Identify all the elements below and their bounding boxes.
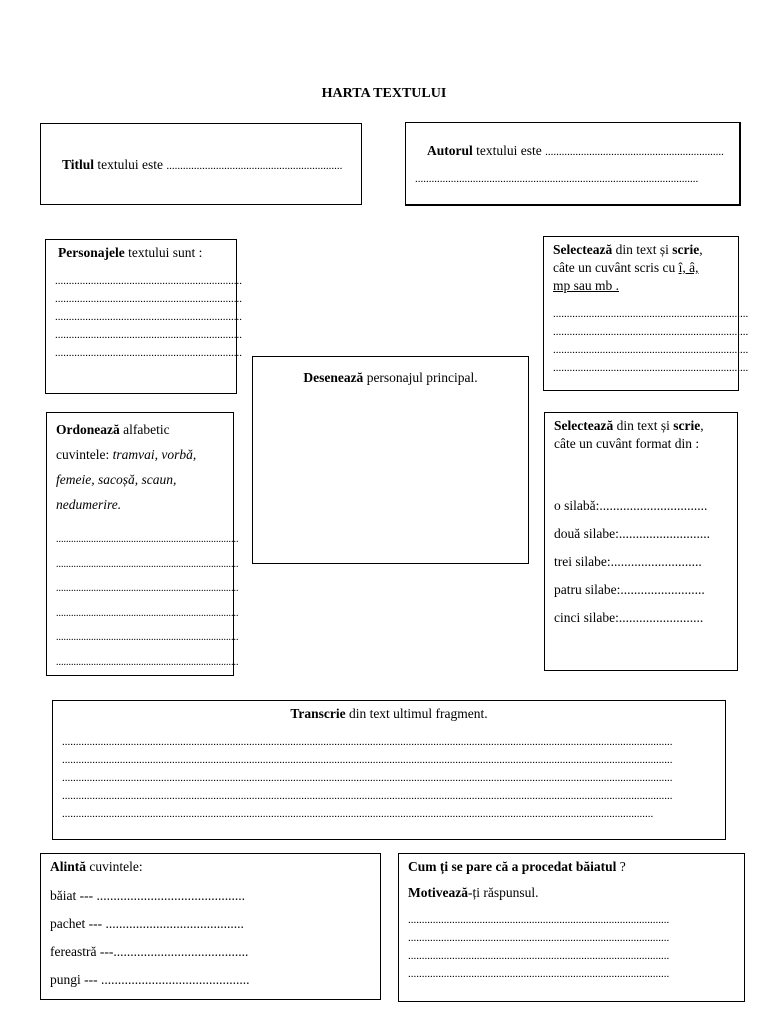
diminutive-answer-line[interactable]: ............................................ <box>101 972 250 987</box>
syllable-label: patru silabe: <box>554 582 621 597</box>
opinion-motivate-text: -ți răspunsul. <box>467 885 539 900</box>
syllable-label: cinci silabe: <box>554 610 619 625</box>
order-words-answer-line[interactable]: ......................................................................... <box>56 534 239 545</box>
select-sounds-answer-line[interactable]: ....................................................................... <box>553 362 749 374</box>
select-syllables-prompt <box>554 417 704 453</box>
order-words-list-2: femeie, sacoșă, scaun, <box>56 472 177 487</box>
syllable-label: două silabe: <box>554 526 619 541</box>
syllable-answer-line[interactable]: ................................ <box>599 498 708 513</box>
diminutive-answer-line[interactable]: ........................................ <box>113 944 249 959</box>
select-syllables-bold-2: scrie <box>673 418 701 433</box>
opinion-box <box>398 853 745 1002</box>
opinion-answer-line[interactable]: ............................................................................................... <box>408 932 670 944</box>
characters-answer-line[interactable]: .................................................................... <box>55 329 242 341</box>
select-sounds-line-2: câte un cuvânt scris cu <box>553 260 679 275</box>
order-words-line-2: cuvintele: <box>56 447 113 462</box>
transcribe-answer-line[interactable]: .............................................................................................................................................................................................................................. <box>62 736 673 748</box>
order-words-text: alfabetic <box>119 422 170 437</box>
order-words-box <box>46 412 239 676</box>
transcribe-prompt-bold: Transcrie <box>290 706 346 721</box>
opinion-question-text: ? <box>616 859 626 874</box>
select-sounds-prompt <box>553 241 703 295</box>
diminutive-word: pungi --- <box>50 972 101 987</box>
drawing-prompt-text: personajul principal. <box>363 370 478 385</box>
author-answer-line-2[interactable]: ....................................................................................................... <box>415 173 699 185</box>
syllable-label: o silabă: <box>554 498 600 513</box>
diminutive-prompt-text: cuvintele: <box>86 859 143 874</box>
drawing-box[interactable] <box>252 356 529 564</box>
syllable-row <box>554 576 710 604</box>
opinion-motivate <box>408 884 538 902</box>
syllable-row <box>554 604 710 632</box>
opinion-question-bold: Cum ți se pare că a procedat băiatul <box>408 859 617 874</box>
order-words-answer-line[interactable]: ......................................................................... <box>56 656 239 668</box>
select-sounds-bold-1: Selectează <box>553 242 613 257</box>
syllable-answer-line[interactable]: ......................... <box>618 610 704 625</box>
select-sounds-bold-2: scrie <box>672 242 700 257</box>
select-sounds-letters-2: mp sau mb . <box>553 278 619 293</box>
opinion-question <box>408 858 626 876</box>
diminutive-word: fereastră --- <box>50 944 114 959</box>
diminutive-row <box>50 910 250 938</box>
characters-box <box>45 239 242 394</box>
select-sounds-text-1: din text și <box>612 242 673 257</box>
order-words-bold: Ordonează <box>56 422 120 437</box>
drawing-prompt <box>253 369 528 387</box>
syllable-answer-line[interactable]: ......................... <box>620 582 705 597</box>
syllable-row <box>554 492 710 520</box>
diminutive-word: băiat --- <box>50 888 97 903</box>
order-words-list-1: tramvai, vorbă, <box>112 447 197 462</box>
characters-answer-line[interactable]: .................................................................... <box>55 311 242 323</box>
select-syllables-box <box>544 412 738 671</box>
characters-prompt-bold: Personajele <box>58 245 125 260</box>
diminutive-row <box>50 966 250 994</box>
opinion-answer-line[interactable]: ............................................................................................... <box>408 968 670 980</box>
diminutive-word: pachet --- <box>50 916 106 931</box>
select-syllables-bold-1: Selectează <box>554 418 614 433</box>
diminutive-answer-line[interactable]: ......................................... <box>105 916 244 931</box>
transcribe-answer-line[interactable]: .............................................................................................................................................................................................................................. <box>62 772 673 784</box>
diminutive-prompt-bold: Alintă <box>50 859 87 874</box>
author-prompt <box>427 142 724 161</box>
select-sounds-text-2: , <box>699 242 703 257</box>
syllable-answer-line[interactable]: ........................... <box>618 526 710 541</box>
characters-answer-line[interactable]: .................................................................... <box>55 275 242 287</box>
syllable-row <box>554 520 710 548</box>
opinion-motivate-bold: Motivează <box>408 885 468 900</box>
title-prompt-text: textului este <box>94 157 167 172</box>
syllable-answer-line[interactable]: ........................... <box>610 554 702 569</box>
title-prompt-bold: Titlul <box>62 157 95 172</box>
characters-prompt-text: textului sunt : <box>124 245 203 260</box>
diminutive-row <box>50 882 250 910</box>
diminutive-prompt <box>50 858 143 876</box>
select-sounds-answer-line[interactable]: ....................................................................... <box>553 326 749 338</box>
order-words-answer-line[interactable]: ......................................................................... <box>56 558 239 570</box>
order-words-prompt <box>56 417 196 517</box>
select-syllables-line-2: câte un cuvânt format din : <box>554 436 700 451</box>
select-sounds-box <box>543 236 749 391</box>
drawing-prompt-bold: Desenează <box>303 370 364 385</box>
order-words-answer-line[interactable]: ......................................................................... <box>56 632 239 643</box>
diminutive-row <box>50 938 250 966</box>
opinion-answer-line[interactable]: ............................................................................................... <box>408 914 670 926</box>
author-prompt-bold: Autorul <box>427 143 473 158</box>
transcribe-prompt <box>53 705 725 723</box>
order-words-answer-line[interactable]: ......................................................................... <box>56 583 239 594</box>
transcribe-answer-line[interactable]: .............................................................................................................................................................................................................................. <box>62 790 673 802</box>
select-sounds-answer-line[interactable]: ....................................................................... <box>553 344 749 356</box>
order-words-answer-line[interactable]: ......................................................................... <box>56 607 239 619</box>
select-sounds-letters: î, â, <box>678 260 699 275</box>
title-answer-line[interactable]: ................................................................ <box>166 160 343 172</box>
opinion-answer-line[interactable]: ............................................................................................... <box>408 950 670 962</box>
select-syllables-text-1: din text și <box>613 418 674 433</box>
author-answer-line-1[interactable]: ................................................................. <box>545 146 724 158</box>
syllable-row <box>554 548 710 576</box>
diminutive-box <box>40 853 381 1000</box>
syllable-label: trei silabe: <box>554 554 611 569</box>
author-prompt-text: textului este <box>472 143 546 158</box>
transcribe-answer-line[interactable]: ....................................................................................................................................................................................................................... <box>62 808 654 820</box>
transcribe-box <box>52 700 726 840</box>
transcribe-answer-line[interactable]: .............................................................................................................................................................................................................................. <box>62 754 673 766</box>
select-sounds-answer-line[interactable]: ....................................................................... <box>553 308 749 320</box>
title-prompt <box>62 156 342 175</box>
select-syllables-text-2: , <box>700 418 704 433</box>
author-box <box>405 122 741 206</box>
page-title: HARTA TEXTULUI <box>321 86 447 101</box>
characters-prompt <box>58 244 202 262</box>
characters-answer-line[interactable]: .................................................................... <box>55 347 242 359</box>
order-words-list-3: nedumerire. <box>56 497 122 512</box>
transcribe-prompt-text: din text ultimul fragment. <box>345 706 488 721</box>
diminutive-answer-line[interactable]: ............................................ <box>96 888 245 903</box>
title-box <box>40 123 362 205</box>
characters-answer-line[interactable]: .................................................................... <box>55 293 242 305</box>
